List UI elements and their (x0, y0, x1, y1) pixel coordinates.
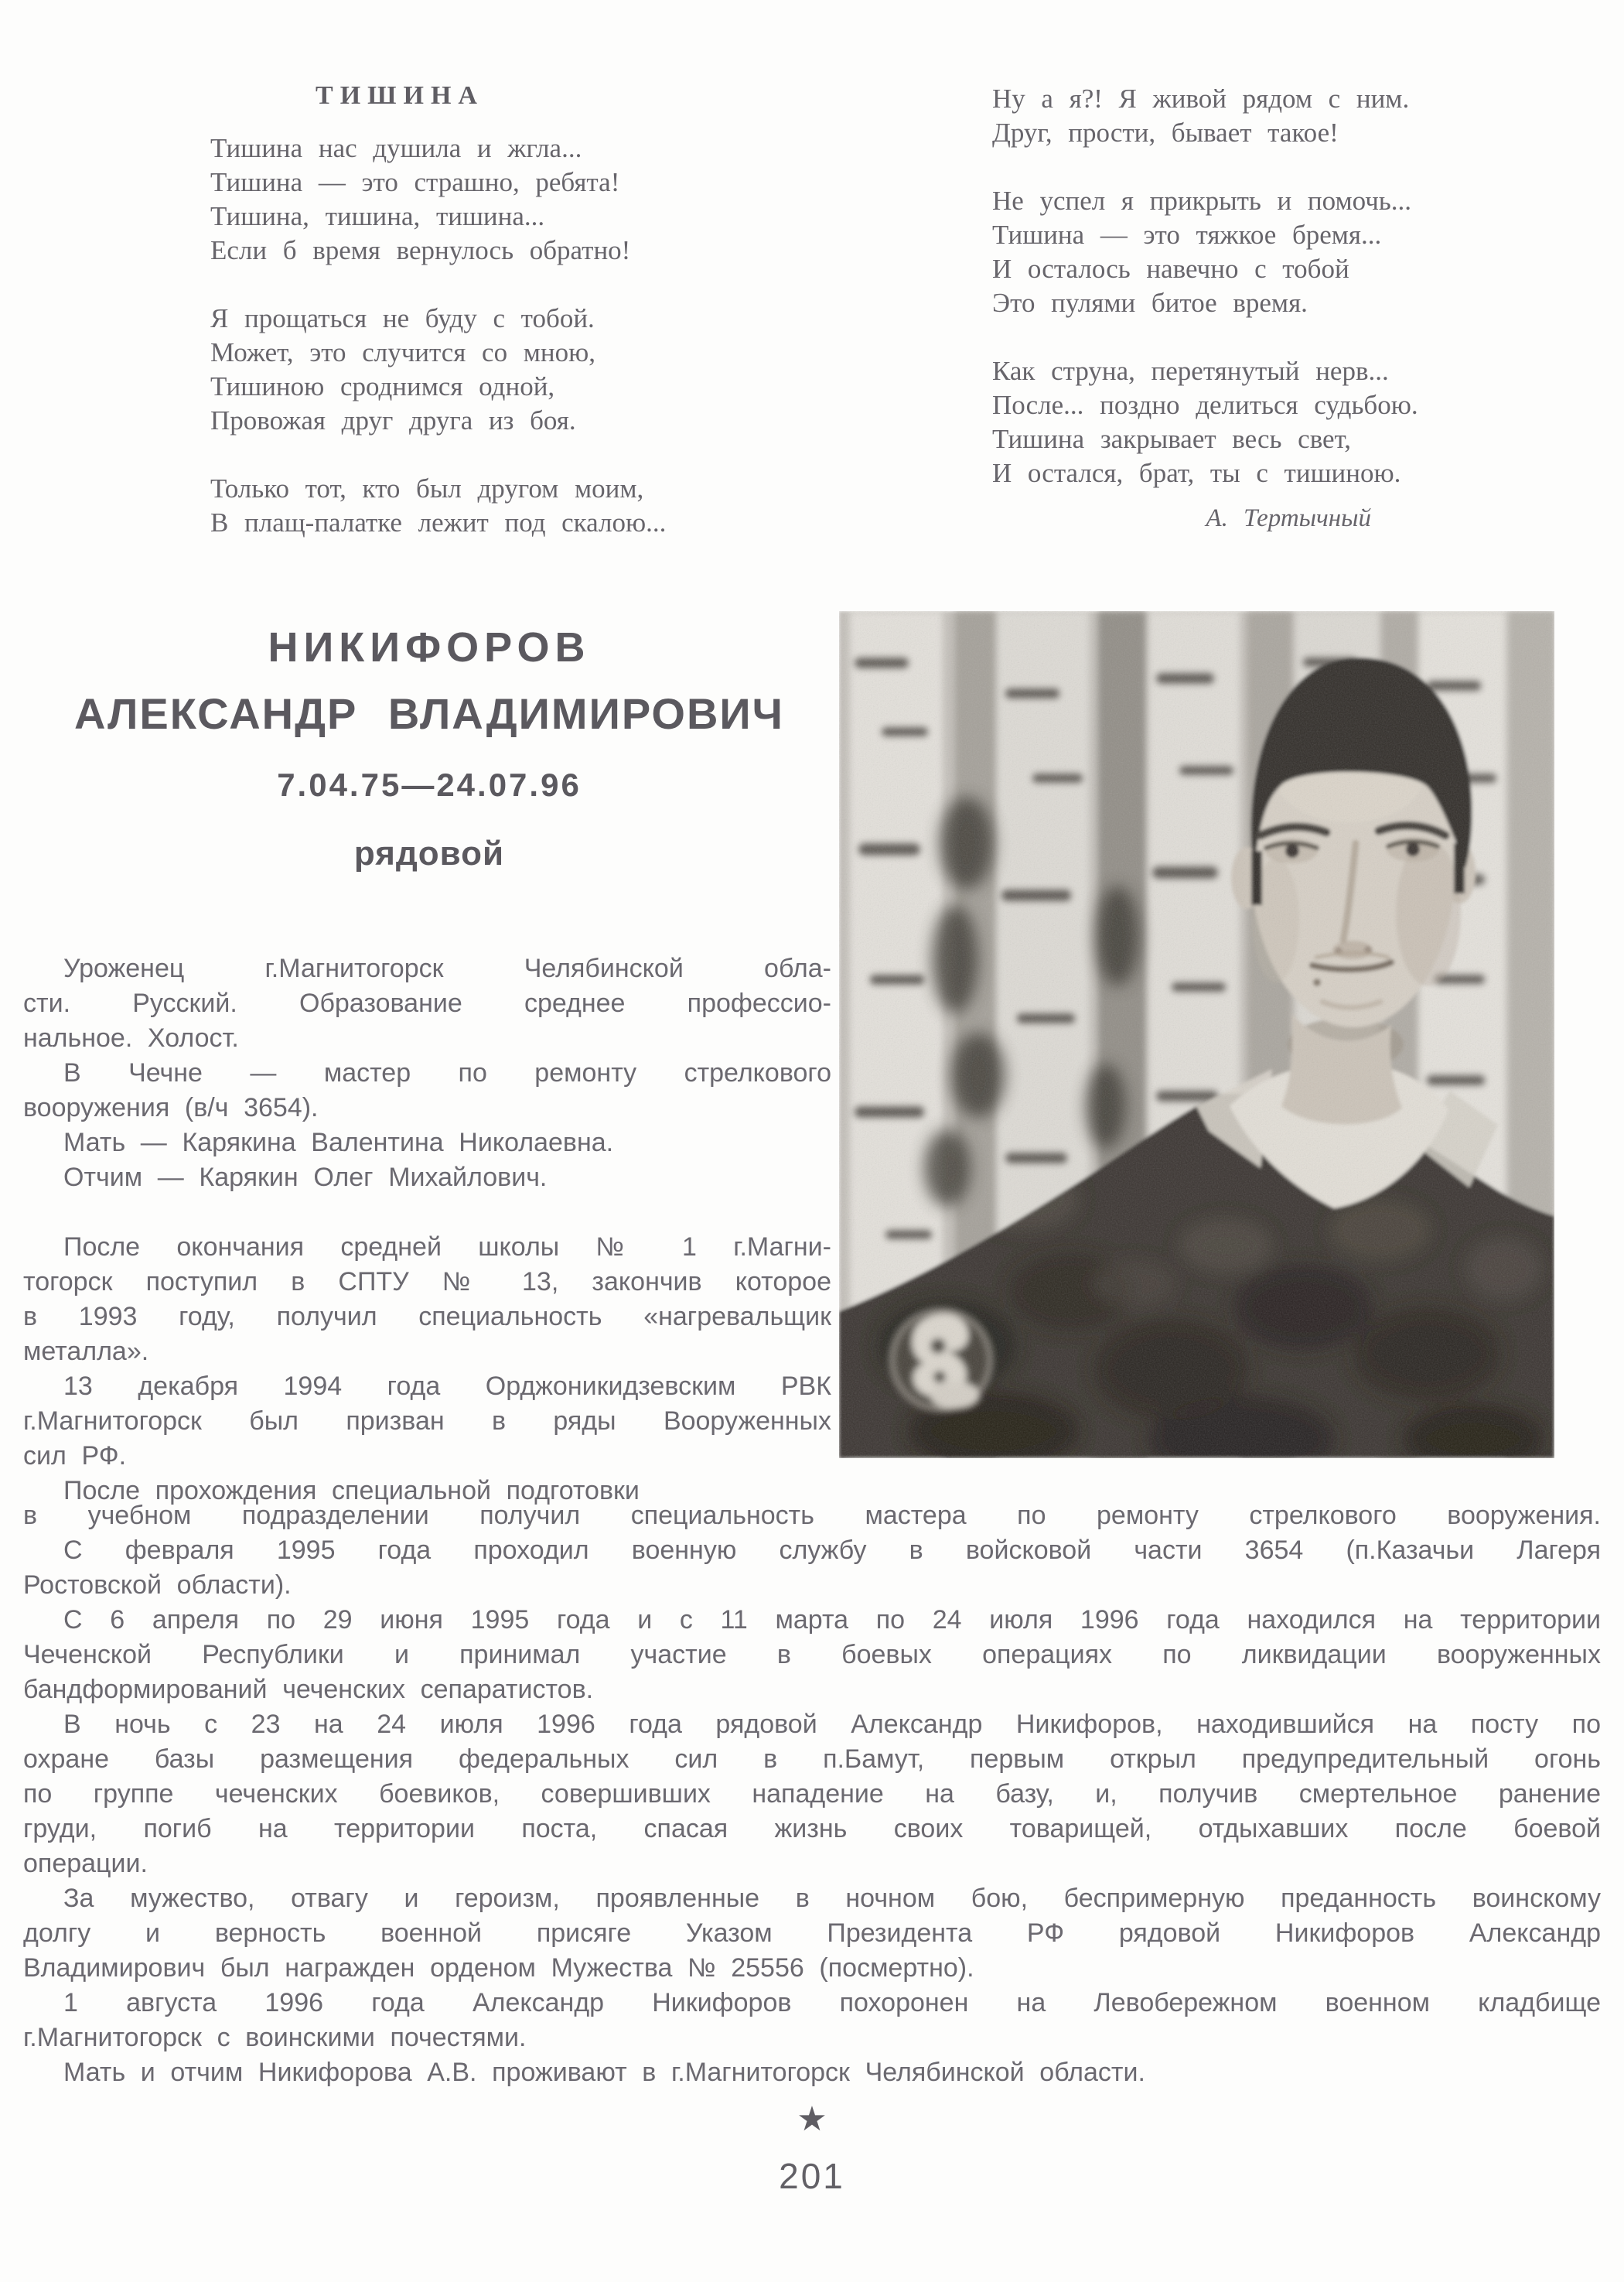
bio-line: После окончания средней школы № 1 г.Магни- (63, 1232, 831, 1262)
poem-line: Не успел я прикрыть и помочь... (992, 186, 1412, 216)
bio-paragraph (23, 1369, 831, 1474)
bio-line: Отчим — Карякин Олег Михайлович. (63, 1163, 548, 1192)
bio-paragraph (23, 951, 831, 1056)
bio-line: г.Магнитогорск был призван в ряды Вооруженных (23, 1406, 831, 1436)
poem-left-column (210, 79, 667, 540)
bio-paragraph (23, 1603, 1601, 1707)
bio-paragraph (23, 1533, 1601, 1603)
bio-line: 13 декабря 1994 года Орджоникидзевским РВК (63, 1372, 831, 1401)
bio-paragraph (23, 1160, 831, 1195)
bio-line: За мужество, отвагу и героизм, проявленные в ночном бою, беспримерную преданность воинскому (63, 1884, 1601, 1913)
bio-line: тогорск поступил в СПТУ № 13, закончив которое (23, 1267, 831, 1296)
bio-line: долгу и верность военной присяге Указом Президента РФ рядовой Никифоров Александр (23, 1918, 1601, 1948)
profile-header (23, 623, 835, 873)
poem-line: Если б время вернулось обратно! (210, 235, 631, 265)
bio-line: г.Магнитогорск с воинскими почестями. (23, 2023, 527, 2052)
poem-line: Ну а я?! Я живой рядом с ним. (992, 84, 1410, 114)
poem-stanza (210, 132, 631, 268)
bio-line: металла». (23, 1337, 149, 1366)
bio-paragraph (23, 1707, 1601, 1881)
bio-paragraph (23, 1986, 1601, 2055)
poem-line: Я прощаться не буду с тобой. (210, 303, 595, 333)
bio-line: по группе чеченских боевиков, совершивших нападение на базу, и, получив смертельное ранение (23, 1779, 1601, 1809)
poem-line: И осталось навечно с тобой (992, 254, 1349, 284)
bio-line: Владимирович был награжден орденом Мужества № 25556 (посмертно). (23, 1953, 974, 1983)
poem-stanza (992, 184, 1549, 320)
bio-line: нальное. Холост. (23, 1023, 239, 1053)
profile-dates: 7.04.75—24.07.96 (277, 767, 582, 803)
profile-name-patronymic: АЛЕКСАНДР ВЛАДИМИРОВИЧ (73, 689, 785, 738)
poem-line: После... поздно делиться судьбою. (992, 390, 1418, 420)
bio-line: С 6 апреля по 29 июня 1995 года и с 11 марта по 24 июля 1996 года находился на территории (63, 1605, 1601, 1635)
poem-line: Тишина — это страшно, ребята! (210, 167, 620, 197)
poem-left-stanzas (210, 132, 667, 540)
bio-line: охране базы размещения федеральных сил в п.Бамут, первым открыл предупредительный огонь (23, 1744, 1601, 1774)
bio-line: вооружения (в/ч 3654). (23, 1093, 319, 1122)
poem-author: А. Тертычный (1206, 504, 1371, 532)
portrait-photo-image (839, 611, 1554, 1458)
poem-line: В плащ-палатке лежит под скалою... (210, 507, 667, 538)
bio-full-width (23, 1498, 1601, 2090)
bio-left-column (23, 951, 831, 1508)
bio-paragraph (23, 1056, 831, 1126)
bio-paragraph (23, 1881, 1601, 1986)
profile-rank: рядовой (353, 835, 505, 873)
bio-paragraph (23, 1230, 831, 1369)
poem-stanza (992, 354, 1549, 490)
bio-line: В Чечне — мастер по ремонту стрелкового (63, 1058, 831, 1088)
bio-line: груди, погиб на территории поста, спасая жизнь своих товарищей, отдыхавших после боевой (23, 1814, 1601, 1843)
poem-line: Провожая друг друга из боя. (210, 405, 576, 436)
bio-paragraph (23, 2055, 1601, 2090)
poem-line: Тишина нас душила и жгла... (210, 133, 582, 163)
bio-line: С февраля 1995 года проходил военную службу в войсковой части 3654 (п.Казачьи Лагеря (63, 1536, 1601, 1565)
bio-line: в 1993 году, получил специальность «нагревальщик (23, 1302, 831, 1331)
bio-line: Ростовской области). (23, 1570, 292, 1600)
bio-line: в учебном подразделении получил специальность мастера по ремонту стрелкового вооружения. (23, 1501, 1601, 1530)
bio-line: Мать — Карякина Валентина Николаевна. (63, 1128, 614, 1157)
poem-line: Тишиною сроднимся одной, (210, 371, 555, 401)
poem-stanza (210, 302, 628, 438)
bio-line: После прохождения специальной подготовки (63, 1476, 640, 1505)
poem-right-column (992, 82, 1549, 535)
poem-line: Может, это случится со мною, (210, 337, 596, 367)
poem-line: Только тот, кто был другом моим, (210, 473, 644, 504)
bio-paragraph (23, 1126, 831, 1160)
poem-line: Это пулями битое время. (992, 288, 1308, 318)
bio-line: Чеченской Республики и принимал участие в боевых операциях по ликвидации вооруженных (23, 1640, 1601, 1669)
bio-line: бандформирований чеченских сепаратистов. (23, 1675, 594, 1704)
bio-line: сти. Русский. Образование среднее профессио- (23, 989, 831, 1018)
bio-line: Уроженец г.Магнитогорск Челябинской обла- (63, 954, 831, 983)
poem-line: Тишина, тишина, тишина... (210, 201, 545, 231)
poem-line: Друг, прости, бывает такое! (992, 118, 1339, 148)
bio-line: В ночь с 23 на 24 июля 1996 года рядовой Александр Никифоров, находившийся на посту по (63, 1710, 1601, 1739)
star-icon: ★ (797, 2100, 827, 2138)
poem-line: Как струна, перетянутый нерв... (992, 356, 1389, 386)
poem-line: И остался, брат, ты с тишиною. (992, 458, 1401, 488)
poem-title: ТИШИНА (316, 81, 484, 110)
poem-stanza (992, 82, 1549, 150)
poem-stanza (210, 472, 667, 540)
bio-line: сил РФ. (23, 1441, 127, 1471)
poem-line: Тишина закрывает весь свет, (992, 424, 1351, 454)
poem-line: Тишина — это тяжкое бремя... (992, 220, 1382, 250)
bio-line: операции. (23, 1849, 148, 1878)
profile-surname: НИКИФОРОВ (268, 624, 591, 671)
paragraph-gap (23, 1195, 831, 1230)
poem-right-stanzas (992, 82, 1549, 490)
page-number: 201 (779, 2156, 845, 2196)
bio-line: 1 августа 1996 года Александр Никифоров похоронен на Левобережном военном кладбище (63, 1988, 1601, 2017)
bio-paragraph (23, 1498, 1601, 1533)
portrait-photo (839, 611, 1554, 1458)
bio-line: Мать и отчим Никифорова А.В. проживают в г.Магнитогорск Челябинской области. (63, 2058, 1145, 2087)
